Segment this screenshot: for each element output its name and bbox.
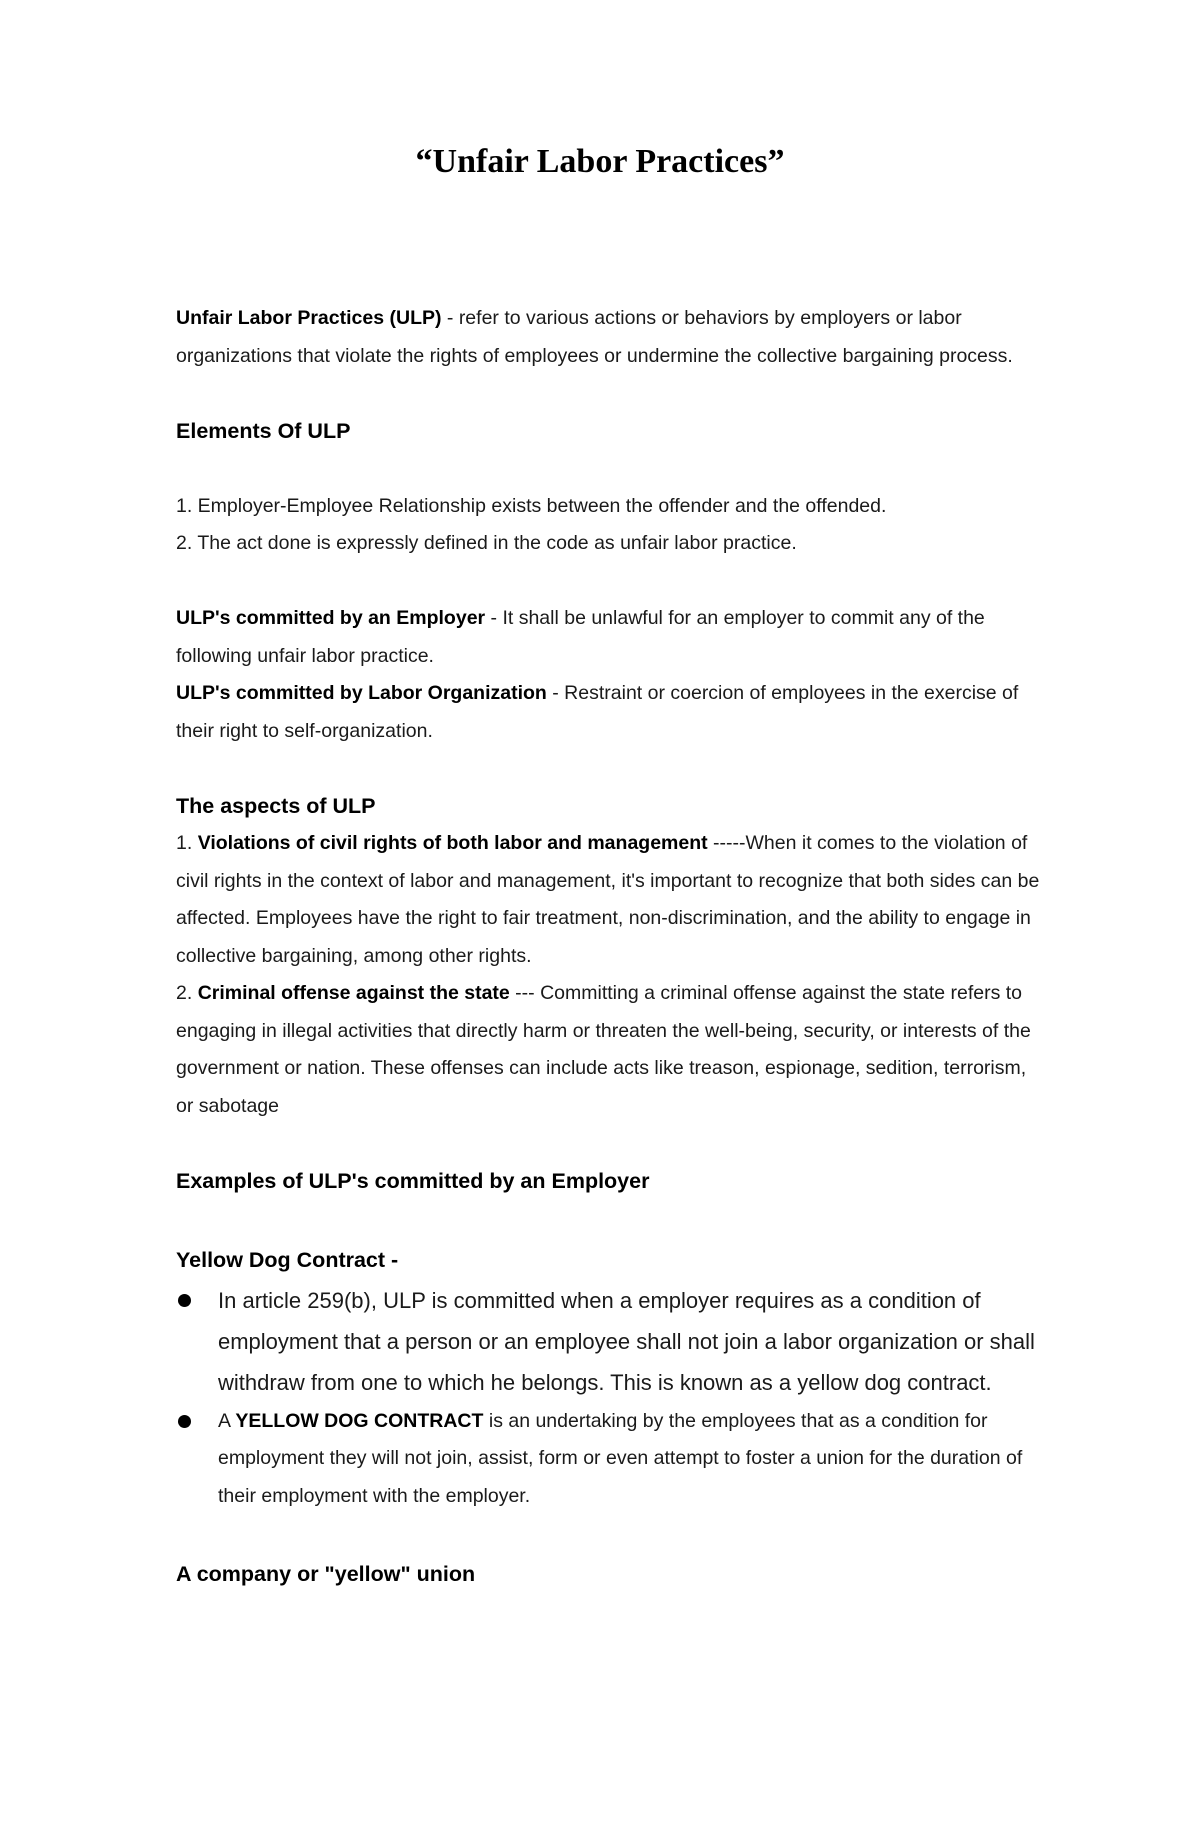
aspects-item-1-term: Violations of civil rights of both labor and management [197,832,708,854]
yellow-dog-bullet-2 [176,1403,1046,1516]
yellow-dog-heading: Yellow Dog Contract - [176,1248,399,1272]
aspects-item-2-number: 2. [176,982,198,1004]
aspects-item-2 [176,975,1046,1125]
yellow-dog-bullet-2-pre: A [218,1409,236,1432]
bullet-dot-icon [178,1294,191,1307]
yellow-dog-bullet-2-text: is an undertaking by the employees that as a condition for employment they will not join, assist, form or even attempt to foster a union for the duration of their employment with the employer. [218,1409,1023,1507]
document-body [176,300,1046,1594]
aspects-item-2-term: Criminal offense against the state [197,982,510,1004]
bullet-dot-icon [178,1415,191,1428]
yellow-dog-bullet-list [176,1280,1046,1516]
aspects-item-1-text: -----When it comes to the violation of civil rights in the context of labor and management, it's important to recognize that both sides can be affected. Employees have the right to fair treatment, non-discrimination, and the ability to engage in collective bargaining, among other rights. [176,832,1040,967]
aspects-heading: The aspects of ULP [176,793,376,818]
elements-item-1: 1. Employer-Employee Relationship exists between the offender and the offended. [176,494,887,517]
labor-org-ulp-text: - Restraint or coercion of employees in the exercise of their right to self-organization. [176,682,1019,742]
employer-ulp-paragraph [176,600,1046,675]
document-title: “Unfair Labor Practices” [415,143,785,180]
intro-term: Unfair Labor Practices (ULP) [176,307,442,329]
yellow-dog-bullet-1 [176,1280,1046,1403]
intro-paragraph [176,300,1046,375]
employer-ulp-text: - It shall be unlawful for an employer to commit any of the following unfair labor practice. [176,607,985,667]
yellow-dog-bullet-2-term: YELLOW DOG CONTRACT [235,1409,484,1432]
aspects-item-1 [176,825,1046,975]
examples-heading: Examples of ULP's committed by an Employer [176,1168,650,1193]
intro-definition: - refer to various actions or behaviors by employers or labor organizations that violate the rights of employees or undermine the collective bargaining process. [176,307,1013,367]
employer-ulp-term: ULP's committed by an Employer [176,607,486,629]
labor-org-ulp-paragraph [176,675,1046,750]
labor-org-ulp-term: ULP's committed by Labor Organization [176,682,547,704]
aspects-item-2-text: --- Committing a criminal offense against the state refers to engaging in illegal activities that directly harm or threaten the well-being, security, or interests of the government or nation. These offenses can include acts like treason, espionage, sedition, terrorism, or sabotage [176,982,1031,1117]
yellow-dog-bullet-1-text: In article 259(b), ULP is committed when a employer requires as a condition of employment that a person or an employee shall not join a labor organization or shall withdraw from one to which he belongs. This is known as a yellow dog contract. [218,1287,1035,1395]
aspects-item-1-number: 1. [176,832,198,854]
elements-heading: Elements Of ULP [176,418,351,443]
elements-item-2: 2. The act done is expressly defined in the code as unfair labor practice. [176,532,797,554]
company-union-heading: A company or "yellow" union [176,1562,476,1586]
